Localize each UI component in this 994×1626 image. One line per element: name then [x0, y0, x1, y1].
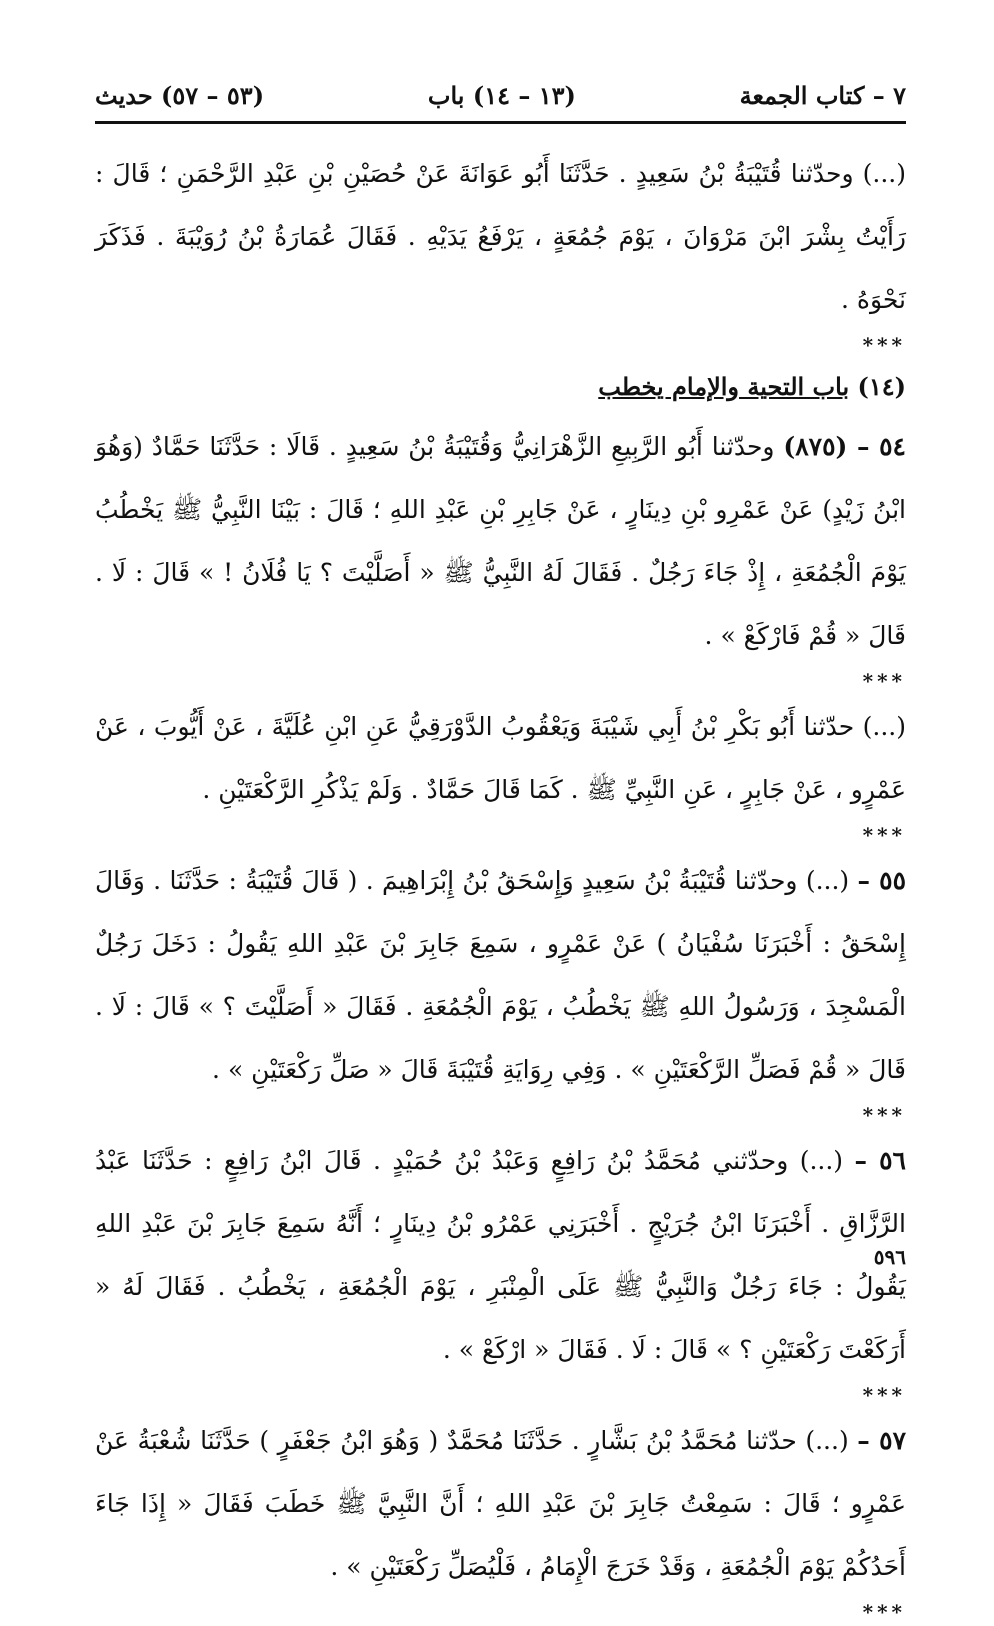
paragraph-text: (...) حدّثنا أَبُو بَكْرِ بْنُ أَبِي شَيْبَةَ وَيَعْقُوبُ الدَّوْرَقِيُّ عَنِ ابْنِ عُلَيَّةَ ، عَنْ أَيُّوبَ ، عَنْ عَمْرٍو ، عَنْ جَابِرٍ ، عَنِ النَّبِيِّ ﷺ . كَمَا قَالَ حَمَّادٌ . وَلَمْ يَذْكُرِ الرَّكْعَتَيْنِ .	[95, 712, 906, 804]
page-number: ٥٩٦	[873, 1245, 906, 1269]
header-chapter: ٧ – كتاب الجمعة	[739, 80, 906, 110]
section-separator: ***	[862, 823, 906, 847]
paragraph-text: (...) وحدّثنا قُتَيْبَةُ بْنُ سَعِيدٍ . حَدَّثَنَا أَبُو عَوَانَةَ عَنْ حُصَيْنِ بْنِ عَبْدِ الرَّحْمَنِ ؛ قَالَ : رَأَيْتُ بِشْرَ ابْنَ مَرْوَانَ ، يَوْمَ جُمُعَةٍ ، يَرْفَعُ يَدَيْهِ . فَقَالَ عُمَارَةُ بْنُ رُوَيْبَةَ . فَذَكَرَ نَحْوَهُ .	[95, 159, 906, 314]
running-header	[95, 72, 906, 118]
paragraph-text: وحدّثنا أَبُو الرَّبِيعِ الزَّهْرَانِيُّ وَقُتَيْبَةُ بْنُ سَعِيدٍ . قَالَا : حَدَّثَنَا حَمَّادٌ (وَهُوَ ابْنُ زَيْدٍ) عَنْ عَمْرِو بْنِ دِينَارٍ ، عَنْ جَابِرِ بْنِ عَبْدِ اللهِ ؛ قَالَ : بَيْنَا النَّبِيُّ ﷺ يَخْطُبُ يَوْمَ الْجُمُعَةِ ، إِذْ جَاءَ رَجُلٌ . فَقَالَ لَهُ النَّبِيُّ ﷺ « أَصَلَّيْتَ ؟ يَا فُلَانُ ! » قَالَ : لَا . قَالَ « قُمْ فَارْكَعْ » .	[95, 432, 906, 650]
paragraph-text: (...) وحدّثني مُحَمَّدُ بْنُ رَافِعٍ وَعَبْدُ بْنُ حُمَيْدٍ . قَالَ ابْنُ رَافِعٍ : حَدَّثَنَا عَبْدُ الرَّزَّاقِ . أَخْبَرَنَا ابْنُ جُرَيْجٍ . أَخْبَرَنِي عَمْرُو بْنُ دِينَارٍ ؛ أَنَّهُ سَمِعَ جَابِرَ بْنَ عَبْدِ اللهِ يَقُولُ : جَاءَ رَجُلٌ وَالنَّبِيُّ ﷺ عَلَى الْمِنْبَرِ ، يَوْمَ الْجُمُعَةِ ، يَخْطُبُ . فَقَالَ لَهُ « أَرَكَعْتَ رَكْعَتَيْنِ ؟ » قَالَ : لَا . فَقَالَ « ارْكَعْ » .	[95, 1146, 906, 1364]
hadith-paragraph-55	[95, 849, 906, 1101]
section-number: (١٤)	[857, 372, 906, 401]
paragraph-text: (...) حدّثنا مُحَمَّدُ بْنُ بَشَّارٍ . حَدَّثَنَا مُحَمَّدٌ ( وَهُوَ ابْنُ جَعْفَرٍ ) حَدَّثَنَا شُعْبَةُ عَنْ عَمْرٍو ؛ قَالَ : سَمِعْتُ جَابِرَ بْنَ عَبْدِ اللهِ ؛ أَنَّ النَّبِيَّ ﷺ خَطَبَ فَقَالَ « إِذَا جَاءَ أَحَدُكُمْ يَوْمَ الْجُمُعَةِ ، وَقَدْ خَرَجَ الْإِمَامُ ، فَلْيُصَلِّ رَكْعَتَيْنِ » .	[95, 1426, 906, 1581]
header-bab: (١٣ – ١٤) باب	[427, 80, 576, 110]
document-body	[95, 142, 906, 1626]
paragraph-text: (...) وحدّثنا قُتَيْبَةُ بْنُ سَعِيدٍ وَإِسْحَقُ بْنُ إِبْرَاهِيمَ . ( قَالَ قُتَيْبَةُ : حَدَّثَنَا . وَقَالَ إِسْحَقُ : أَخْبَرَنَا سُفْيَانُ ) عَنْ عَمْرٍو ، سَمِعَ جَابِرَ بْنَ عَبْدِ اللهِ يَقُولُ : دَخَلَ رَجُلٌ الْمَسْجِدَ ، وَرَسُولُ اللهِ ﷺ يَخْطُبُ ، يَوْمَ الْجُمُعَةِ . فَقَالَ « أَصَلَّيْتَ ؟ » قَالَ : لَا . قَالَ « قُمْ فَصَلِّ الرَّكْعَتَيْنِ » . وَفِي رِوَايَةِ قُتَيْبَةَ قَالَ « صَلِّ رَكْعَتَيْنِ » .	[95, 866, 906, 1084]
section-title-text: باب التحية والإمام يخطب	[598, 372, 850, 401]
section-separator: ***	[862, 1600, 906, 1624]
hadith-number: ٥٥ –	[857, 866, 906, 895]
header-hadith-range: (٥٣ – ٥٧) حديث	[95, 80, 265, 110]
section-separator: ***	[862, 1383, 906, 1407]
section-separator: ***	[862, 1103, 906, 1127]
header-rule	[95, 121, 906, 124]
hadith-paragraph-54b	[95, 695, 906, 821]
hadith-number: ٥٦ –	[854, 1146, 906, 1175]
hadith-number: ٥٤ – (٨٧٥)	[783, 432, 906, 461]
section-title	[95, 359, 906, 415]
hadith-paragraph-54	[95, 415, 906, 667]
hadith-number: ٥٧ –	[857, 1426, 906, 1455]
hadith-paragraph-1	[95, 142, 906, 331]
section-separator: ***	[862, 333, 906, 357]
hadith-paragraph-57	[95, 1409, 906, 1598]
section-separator: ***	[862, 669, 906, 693]
